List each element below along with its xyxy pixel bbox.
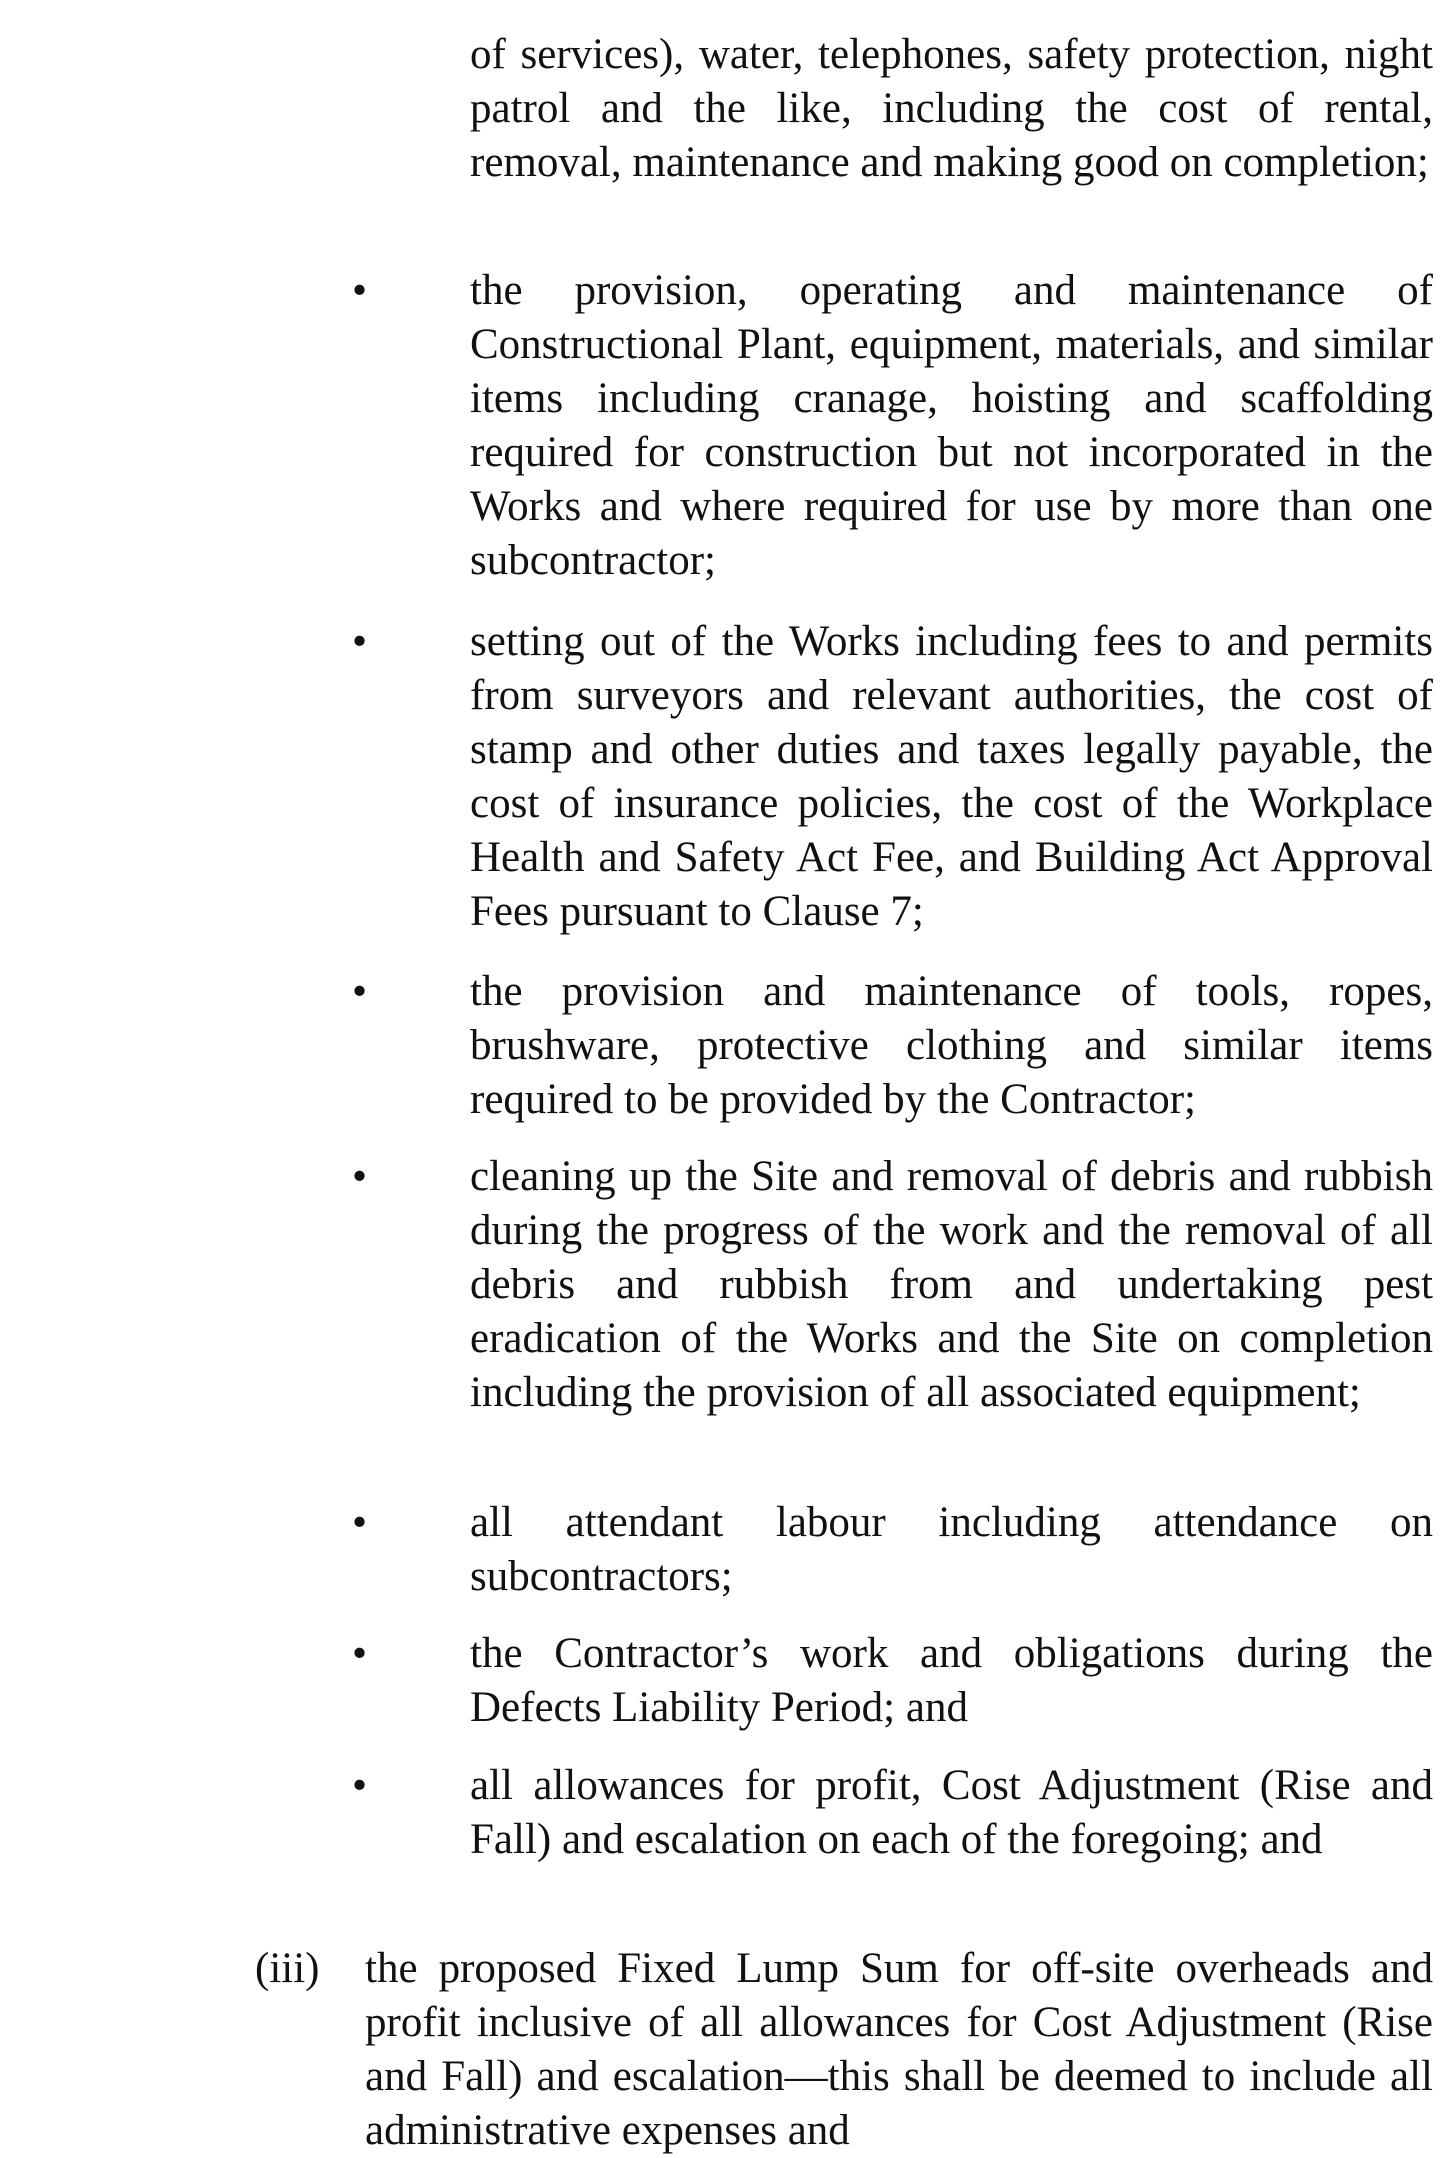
bullet-icon: • [352,1762,368,1809]
bullet-text: the provision, operating and maintenance of Constructional Plant, equipment, materials, and similar items including cranage, hoisting and scaffolding required for construction but not incorporated in the Works and where required for use by more than one subcontractor; [470,267,1433,584]
item-text: the proposed Fixed Lump Sum for off-site overheads and profit inclusive of all allowances for Cost Adjustment (Rise and Fall) and escalation—this shall be deemed to include all administrative expenses and [365,1945,1433,2154]
bullet-icon: • [352,1153,368,1200]
bullet-text: the provision and maintenance of tools, ropes, brushware, protective clothing and similar items required to be provided by the Contractor; [470,968,1433,1123]
bullet-text: all attendant labour including attendance on subcontractors; [470,1499,1433,1600]
bullet-icon: • [352,1499,368,1546]
bullet-icon: • [352,968,368,1015]
item-number-label: (iii) [255,1945,320,1992]
bullet-text: the Contractor’s work and obligations during the Defects Liability Period; and [470,1630,1433,1731]
bullet-text: setting out of the Works including fees to and permits from surveyors and relevant authorities, the cost of stamp and other duties and taxes legally payable, the cost of insurance policies, the cost of the Workplace Health and Safety Act Fee, and Building Act Approval Fees pursuant to Clause 7; [470,618,1433,935]
continuation-paragraph: of services), water, telephones, safety protection, night patrol and the like, including the cost of rental, removal, maintenance and making good on completion; [470,31,1433,186]
bullet-icon: • [352,618,368,665]
bullet-text: all allowances for profit, Cost Adjustment (Rise and Fall) and escalation on each of the foregoing; and [470,1762,1433,1863]
bullet-text: cleaning up the Site and removal of debris and rubbish during the progress of the work and the removal of all debris and rubbish from and undertaking pest eradication of the Works and the Site on completion including the provision of all associated equipment; [470,1153,1433,1416]
bullet-icon: • [352,267,368,314]
bullet-icon: • [352,1630,368,1677]
